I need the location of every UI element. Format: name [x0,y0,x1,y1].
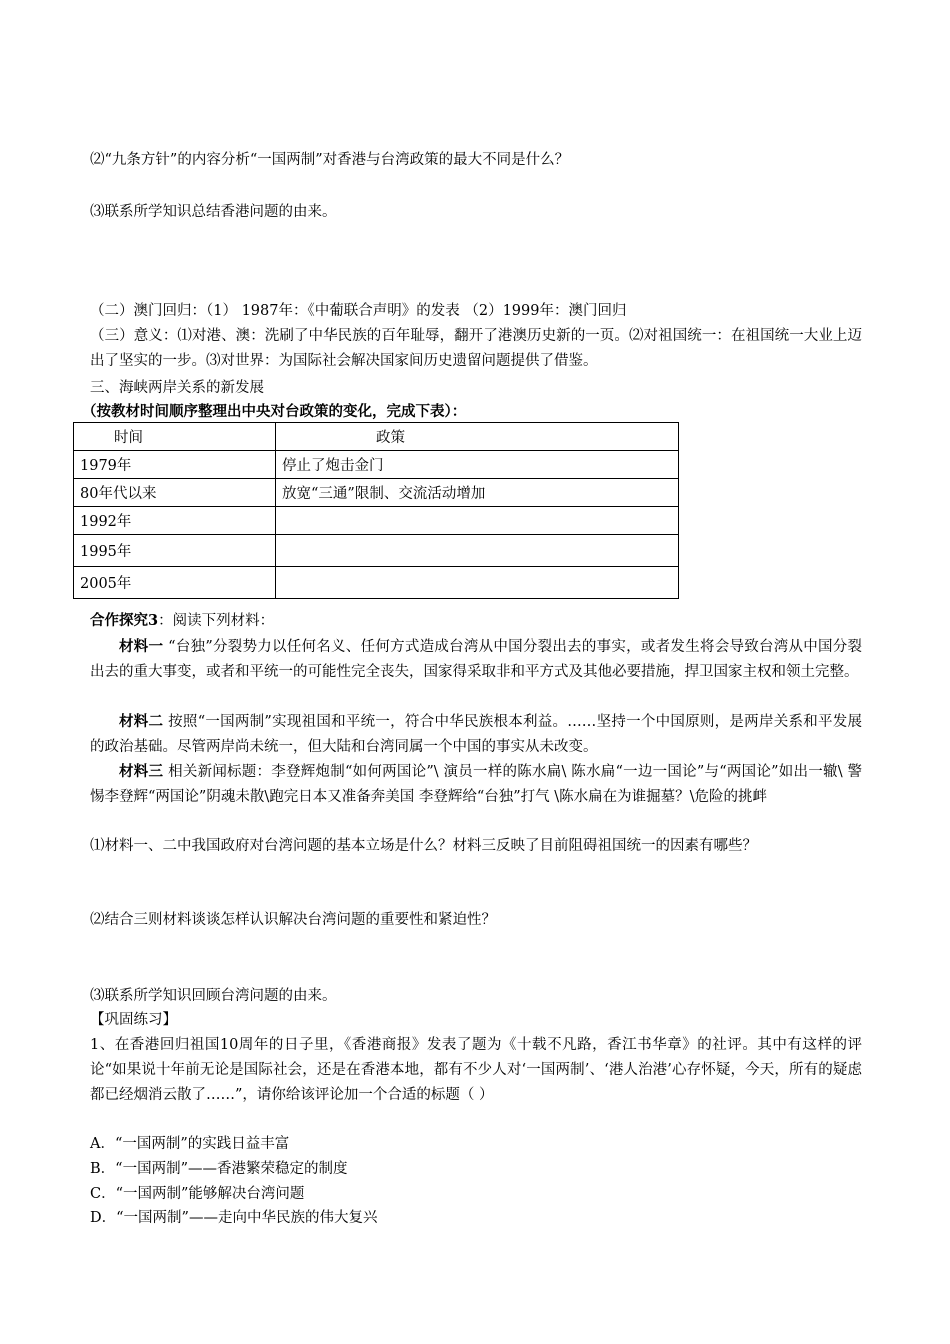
coop-heading [90,611,274,631]
option-b[interactable]: B．“一国两制”——香港繁荣稳定的制度 [90,1161,348,1177]
table-header-row [74,423,679,451]
coop-label: 合作探究3 [90,612,159,629]
cell-policy[interactable] [276,567,679,599]
cell-time: 80年代以来 [74,479,276,507]
material-2-text: 按照“一国两制”实现祖国和平统一，符合中华民族根本利益。……坚持一个中国原则，是两岸关系和平发展的政治基础。尽管两岸尚未统一，但大陆和台湾同属一个中国的事实从未改变。 [90,714,863,755]
option-c[interactable]: C．“一国两制”能够解决台湾问题 [90,1186,305,1202]
material-3 [90,759,862,810]
option-d[interactable]: D．“一国两制”——走向中华民族的伟大复兴 [90,1210,378,1226]
table-row [74,451,679,479]
cell-policy[interactable]: 停止了炮击金门 [276,451,679,479]
cell-policy[interactable] [276,507,679,535]
table-row [74,567,679,599]
coop-question-3: ⑶联系所学知识回顾台湾问题的由来。 [90,988,337,1004]
question-nine-principles: ⑵“九条方针”的内容分析“一国两制”对香港与台湾政策的最大不同是什么？ [90,152,570,168]
question-hongkong-origin: ⑶联系所学知识总结香港问题的由来。 [90,204,337,220]
cell-policy[interactable] [276,535,679,567]
taiwan-policy-table [73,422,679,599]
header-policy: 政策 [276,423,679,451]
practice-question-1: 1、在香港回归祖国10周年的日子里，《香港商报》发表了题为《十载不凡路，香江书华章》的社评。其中有这样的评论“如果说十年前无论是国际社会，还是在香港本地，都有不少人对‘一国两制’、‘港人治港’心存怀疑，今天，所有的疑虑都已经烟消云散了……”，请你给该评论加一个合适的标题（ ） [90,1037,862,1103]
material-3-text: 相关新闻标题：李登辉炮制“如何两国论”\ 演员一样的陈水扁\ 陈水扁“一边一国论”与“两国论”如出一辙\ 警惕李登辉“两国论”阴魂未散\跑完日本又准备奔美国 李登辉给“台独”打气 \陈水扁在为谁掘墓？\危险的挑衅 [90,764,862,805]
header-time: 时间 [74,423,276,451]
material-1 [90,634,862,685]
cell-policy[interactable]: 放宽“三通”限制、交流活动增加 [276,479,679,507]
table-row [74,479,679,507]
coop-question-2: ⑵结合三则材料谈谈怎样认识解决台湾问题的重要性和紧迫性？ [90,912,496,928]
practice-title: 【巩固练习】 [90,1012,177,1028]
significance-paragraph: （三）意义：⑴对港、澳：洗刷了中华民族的百年耻辱，翻开了港澳历史新的一页。⑵对祖国统一：在祖国统一大业上迈出了坚实的一步。⑶对世界：为国际社会解决国家间历史遗留问题提供了借鉴。 [90,328,862,369]
cell-time: 1992年 [74,507,276,535]
section3-title: 三、海峡两岸关系的新发展 [90,380,264,396]
coop-question-1: ⑴材料一、二中我国政府对台湾问题的基本立场是什么？材料三反映了目前阻碍祖国统一的因素有哪些？ [90,838,757,854]
material-2-label: 材料二 [119,713,164,730]
cell-time: 1995年 [74,535,276,567]
coop-rest: ：阅读下列材料： [158,613,275,629]
material-1-text: “台独”分裂势力以任何名义、任何方式造成台湾从中国分裂出去的事实，或者发生将会导致台湾从中国分裂出去的重大事变，或者和平统一的可能性完全丧失，国家得采取非和平方式及其他必要措施，捍卫国家主权和领土完整。 [90,639,863,680]
table-instruction: （按教材时间顺序整理出中央对台政策的变化，完成下表）： [82,403,467,420]
option-a[interactable]: A．“一国两制”的实践日益丰富 [90,1136,290,1152]
material-1-label: 材料一 [119,638,164,655]
material-3-label: 材料三 [119,763,164,780]
cell-time: 1979年 [74,451,276,479]
table-row [74,535,679,567]
macau-return-line: （二）澳门回归：（1） 1987年：《中葡联合声明》的发表 （2）1999年：澳门回归 [90,303,627,319]
material-2 [90,709,862,760]
table-row [74,507,679,535]
cell-time: 2005年 [74,567,276,599]
